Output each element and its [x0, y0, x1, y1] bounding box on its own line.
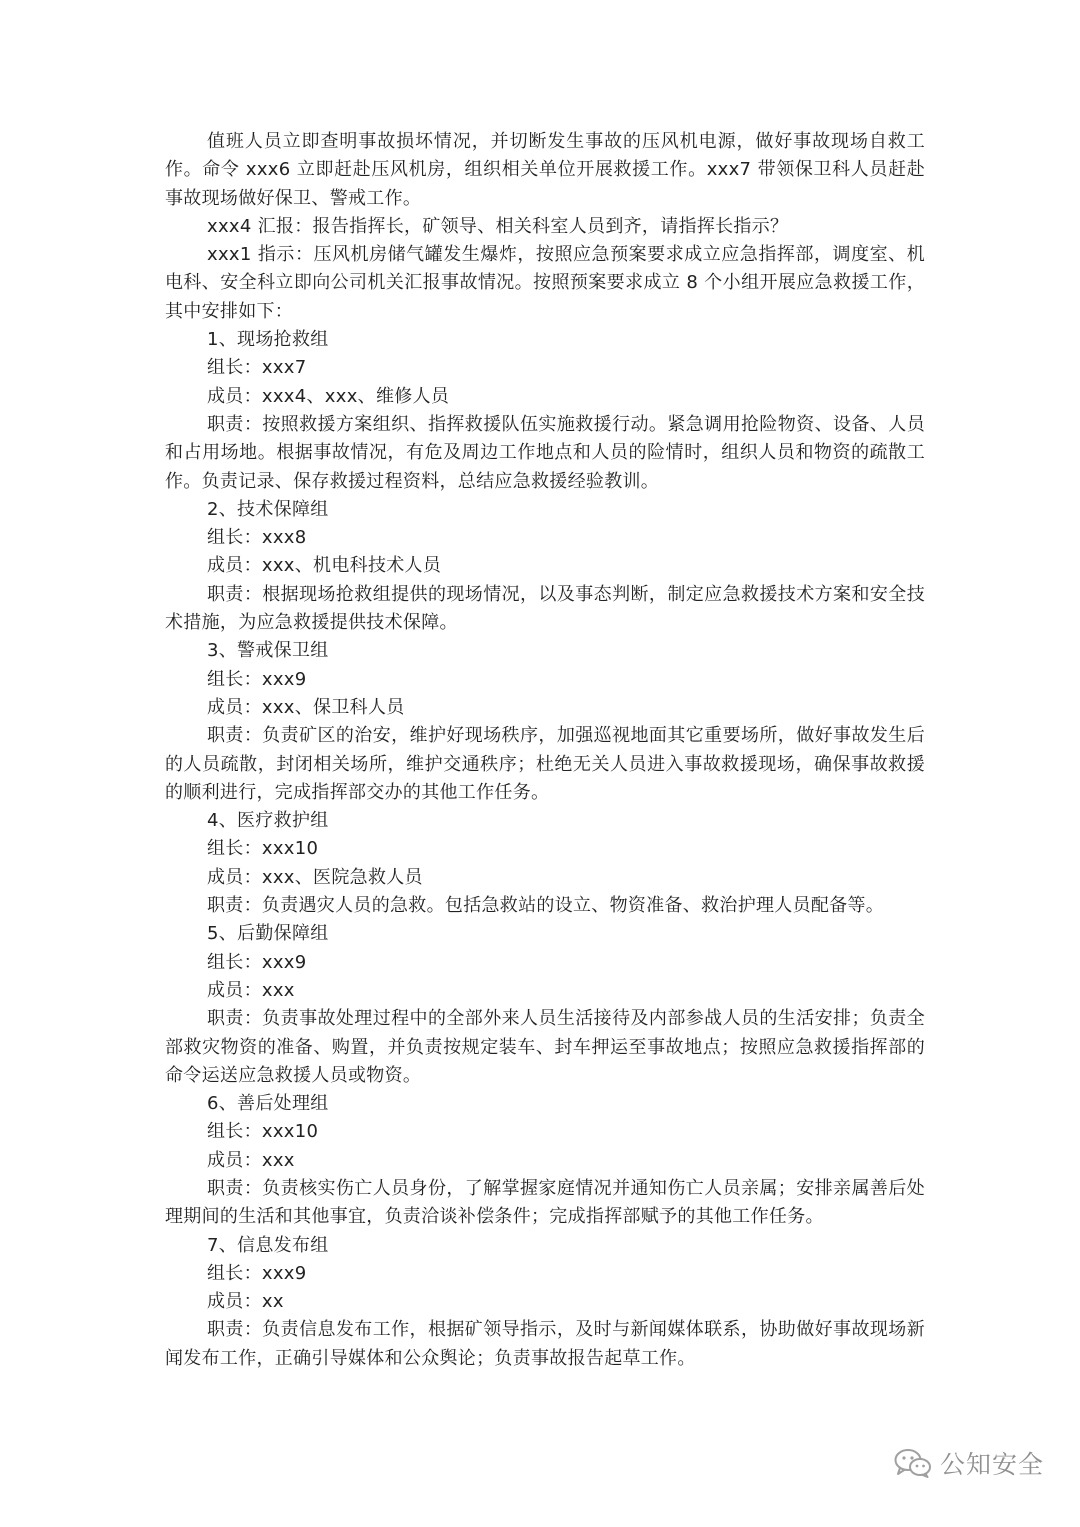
- watermark: [894, 1445, 1044, 1481]
- watermark-text: 公知安全: [939, 1450, 1044, 1479]
- group-duties: 职责：负责遇灾人员的急救。包括急救站的设立、物资准备、救治护理人员配备等。: [207, 895, 885, 917]
- group-members: 成员：xxx: [207, 979, 295, 1001]
- group-duties: 职责：负责信息发布工作，根据矿领导指示，及时与新闻媒体联系，协助做好事故现场新闻发布工作，正确引导媒体和公众舆论；负责事故报告起草工作。: [165, 1319, 925, 1369]
- group-duties: 职责：根据现场抢救组提供的现场情况，以及事态判断，制定应急救援技术方案和安全技术措施，为应急救援提供技术保障。: [165, 583, 925, 634]
- group-leader: 组长：xxx10: [207, 838, 319, 860]
- group-duties: 职责：负责矿区的治安，维护好现场秩序，加强巡视地面其它重要场所，做好事故发生后的人员疏散，封闭相关场所，维护交通秩序；杜绝无关人员进入事故救援现场，确保事故救援的顺利进行，完成指挥部交办的其他工作任务。: [165, 725, 925, 803]
- group-leader: 组长：xxx9: [207, 951, 307, 973]
- section-heading: 7、信息发布组: [207, 1234, 329, 1256]
- group-members: 成员：xxx、机电科技术人员: [207, 555, 442, 577]
- wechat-icon: [894, 1448, 932, 1478]
- group-duties: 职责：负责核实伤亡人员身份，了解掌握家庭情况并通知伤亡人员亲属；安排亲属善后处理期间的生活和其他事宜，负责洽谈补偿条件；完成指挥部赋予的其他工作任务。: [165, 1177, 925, 1228]
- paragraph: 值班人员立即查明事故损坏情况，并切断发生事故的压风机电源，做好事故现场自救工作。命令 xxx6 立即赶赴压风机房，组织相关单位开展救援工作。xxx7 带领保卫科人员赶赴事故现场做好保卫、警戒工作。: [165, 131, 925, 209]
- section-heading: 3、警戒保卫组: [207, 640, 329, 662]
- group-leader: 组长：xxx7: [207, 357, 307, 379]
- group-members: 成员：xxx、医院急救人员: [207, 866, 423, 888]
- section-heading: 1、现场抢救组: [207, 329, 329, 351]
- group-members: 成员：xxx4、xxx、维修人员: [207, 385, 450, 407]
- section-heading: 4、医疗救护组: [207, 810, 329, 832]
- group-leader: 组长：xxx9: [207, 1262, 307, 1284]
- paragraph: xxx4 汇报：报告指挥长，矿领导、相关科室人员到齐，请指挥长指示？: [207, 215, 789, 237]
- group-members: 成员：xxx、保卫科人员: [207, 696, 405, 718]
- section-heading: 5、后勤保障组: [207, 923, 329, 945]
- group-duties: 职责：负责事故处理过程中的全部外来人员生活接待及内部参战人员的生活安排；负责全部救灾物资的准备、购置，并负责按规定装车、封车押运至事故地点；按照应急救援指挥部的命令运送应急救援人员或物资。: [165, 1008, 925, 1086]
- group-duties: 职责：按照救援方案组织、指挥救援队伍实施救援行动。紧急调用抢险物资、设备、人员和占用场地。根据事故情况，有危及周边工作地点和人员的险情时，组织人员和物资的疏散工作。负责记录、保存救援过程资料，总结应急救援经验教训。: [165, 413, 925, 492]
- group-leader: 组长：xxx10: [207, 1121, 319, 1143]
- document-body: [165, 128, 925, 1373]
- section-heading: 2、技术保障组: [207, 498, 329, 520]
- section-heading: 6、善后处理组: [207, 1093, 329, 1115]
- group-leader: 组长：xxx8: [207, 527, 307, 549]
- group-leader: 组长：xxx9: [207, 668, 307, 690]
- group-members: 成员：xxx: [207, 1149, 295, 1171]
- group-members: 成员：xx: [207, 1291, 284, 1313]
- paragraph: xxx1 指示：压风机房储气罐发生爆炸，按照应急预案要求成立应急指挥部，调度室、机电科、安全科立即向公司机关汇报事故情况。按照预案要求成立 8 个小组开展应急救援工作，其中安排如下：: [165, 244, 925, 322]
